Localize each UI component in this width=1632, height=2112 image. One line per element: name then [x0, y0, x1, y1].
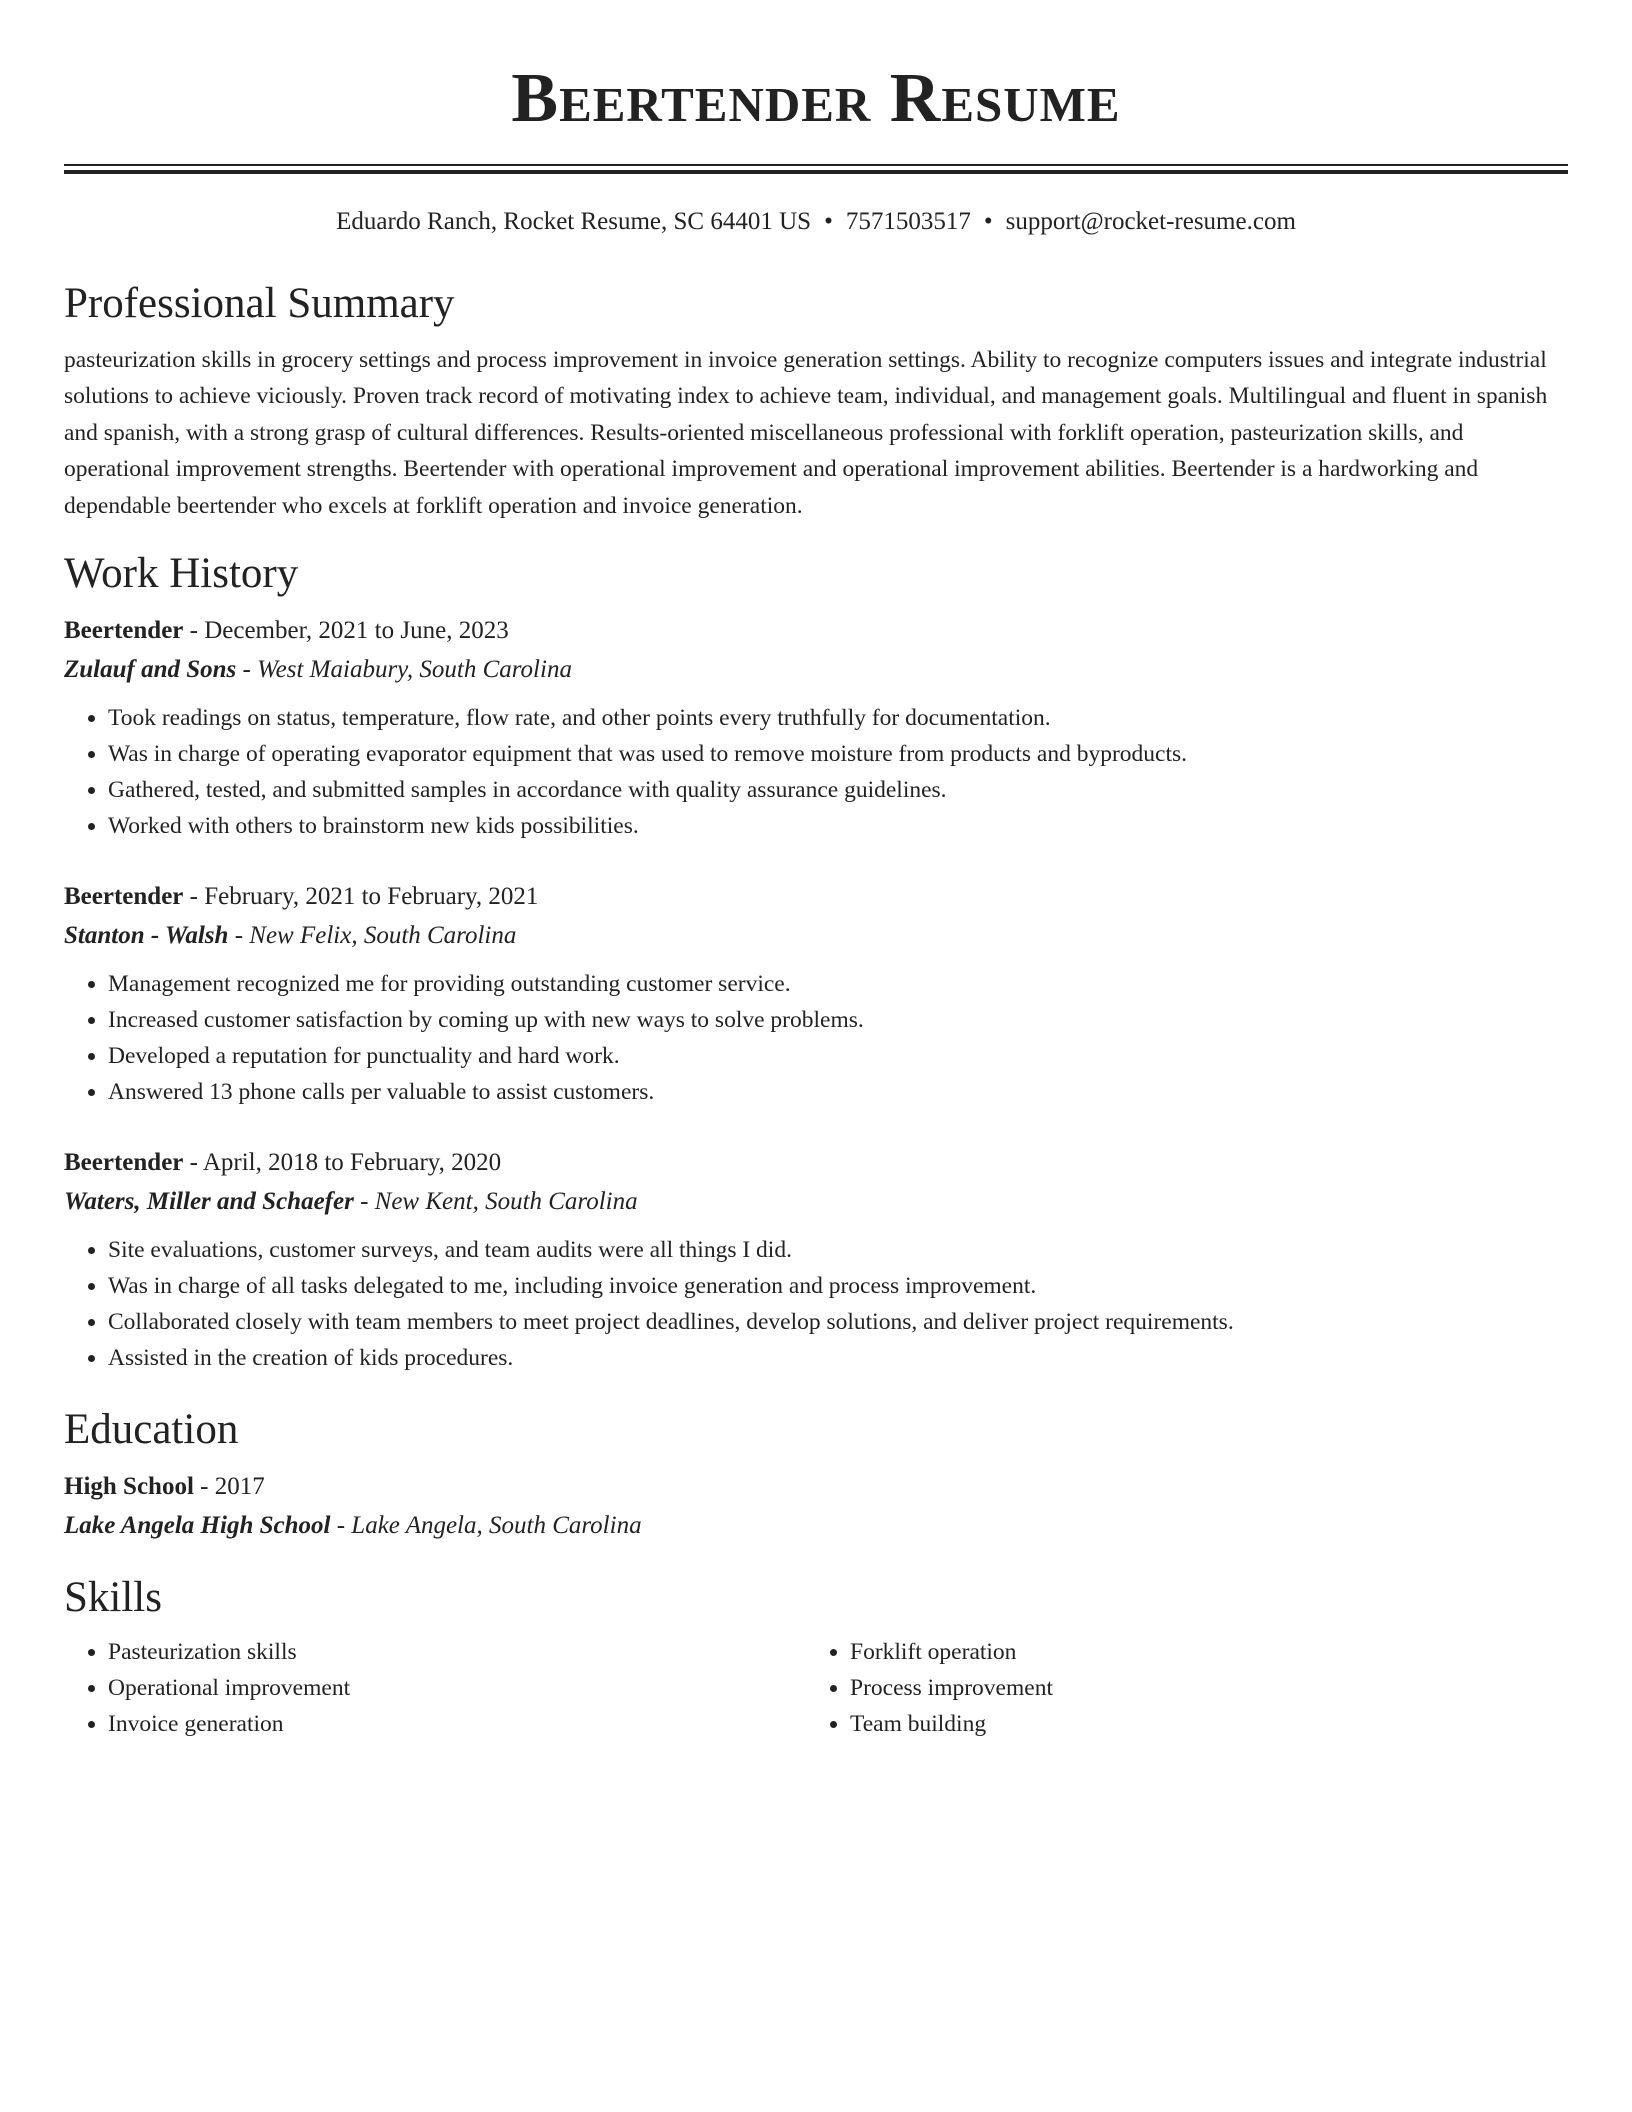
- education-degree: High School: [64, 1473, 194, 1501]
- job-duty: • Assisted in the creation of kids procedures.: [108, 1340, 1568, 1376]
- title-divider: [64, 164, 1568, 174]
- job-company: Waters, Miller and Schaefer: [64, 1188, 354, 1216]
- job-entry: [64, 878, 1568, 1110]
- contact-line: [64, 206, 1568, 238]
- education-degree-line: [64, 1468, 1568, 1506]
- job-title-line: [64, 878, 1568, 916]
- job-dates: - February, 2021 to February, 2021: [189, 883, 539, 911]
- job-company-line: [64, 650, 1568, 690]
- skill-item: • Invoice generation: [108, 1706, 806, 1742]
- job-duty: • Management recognized me for providing outstanding customer service.: [108, 966, 1568, 1002]
- education-school: Lake Angela High School: [64, 1512, 331, 1540]
- skills-list: [64, 1634, 1568, 1742]
- contact-email: support@rocket-resume.com: [1005, 208, 1296, 235]
- skill-item: • Team building: [850, 1706, 1548, 1742]
- contact-address: Eduardo Ranch, Rocket Resume, SC 64401 US: [336, 208, 812, 235]
- job-title-line: [64, 612, 1568, 650]
- skill-item: • Pasteurization skills: [108, 1634, 806, 1670]
- education-heading: Education: [64, 1406, 239, 1454]
- skills-column-left: [64, 1634, 806, 1742]
- job-duty: • Increased customer satisfaction by coming up with new ways to solve problems.: [108, 1002, 1568, 1038]
- skill-item: • Operational improvement: [108, 1670, 806, 1706]
- job-duty: • Collaborated closely with team members to meet project deadlines, develop solutions, and deliver project requirements.: [108, 1304, 1568, 1340]
- job-dates: - December, 2021 to June, 2023: [189, 617, 509, 645]
- job-duty: • Site evaluations, customer surveys, and team audits were all things I did.: [108, 1232, 1568, 1268]
- job-company: Zulauf and Sons: [64, 656, 237, 684]
- job-duty: • Answered 13 phone calls per valuable to assist customers.: [108, 1074, 1568, 1110]
- job-company-line: [64, 916, 1568, 956]
- job-duty: • Was in charge of operating evaporator equipment that was used to remove moisture from products and byproducts.: [108, 736, 1568, 772]
- job-duty: • Worked with others to brainstorm new kids possibilities.: [108, 808, 1568, 844]
- education-entry: [64, 1468, 1568, 1546]
- job-duties: [64, 1232, 1568, 1376]
- summary-heading: Professional Summary: [64, 280, 455, 327]
- education-year: - 2017: [200, 1473, 265, 1501]
- job-duty: • Developed a reputation for punctuality and hard work.: [108, 1038, 1568, 1074]
- job-location: - New Felix, South Carolina: [234, 922, 517, 950]
- resume-page: [64, 0, 1568, 1742]
- job-location: - New Kent, South Carolina: [360, 1188, 638, 1216]
- job-duty: • Gathered, tested, and submitted samples in accordance with quality assurance guidelines.: [108, 772, 1568, 808]
- contact-phone: 7571503517: [845, 208, 971, 235]
- job-title: Beertender: [64, 617, 184, 645]
- skill-item: • Forklift operation: [850, 1634, 1548, 1670]
- education-school-line: [64, 1506, 1568, 1546]
- contact-separator: •: [824, 208, 833, 235]
- job-duties: [64, 966, 1568, 1110]
- skills-column-right: [806, 1634, 1548, 1742]
- job-title: Beertender: [64, 1149, 184, 1177]
- job-company-line: [64, 1182, 1568, 1222]
- resume-title: Beertender Resume: [511, 60, 1121, 137]
- job-title: Beertender: [64, 883, 184, 911]
- job-title-line: [64, 1144, 1568, 1182]
- summary-text: pasteurization skills in grocery settings and process improvement in invoice generation settings. Ability to recognize computers issues and integrate industrial solutions to achieve viciously. Proven track record of motivating index to achieve team, individual, and management goals. Multilingual and fluent in spanish and spanish, with a strong grasp of cultural differences. Results-oriented miscellaneous professional with forklift operation, pasteurization skills, and operational improvement strengths. Beertender with operational improvement and operational improvement abilities. Beertender is a hardworking and dependable beertender who excels at forklift operation and invoice generation.: [64, 347, 1548, 519]
- education-location: - Lake Angela, South Carolina: [336, 1512, 642, 1540]
- job-location: - West Maiabury, South Carolina: [242, 656, 572, 684]
- job-dates: - April, 2018 to February, 2020: [189, 1149, 502, 1177]
- job-duty: • Took readings on status, temperature, flow rate, and other points every truthfully for documentation.: [108, 700, 1568, 736]
- skill-item: • Process improvement: [850, 1670, 1548, 1706]
- work-history-heading: Work History: [64, 550, 299, 598]
- job-company: Stanton - Walsh: [64, 922, 229, 950]
- job-duties: [64, 700, 1568, 844]
- skills-heading: Skills: [64, 1574, 162, 1622]
- job-entry: [64, 612, 1568, 844]
- job-entry: [64, 1144, 1568, 1376]
- contact-separator: •: [983, 208, 993, 235]
- job-duty: • Was in charge of all tasks delegated to me, including invoice generation and process improvement.: [108, 1268, 1568, 1304]
